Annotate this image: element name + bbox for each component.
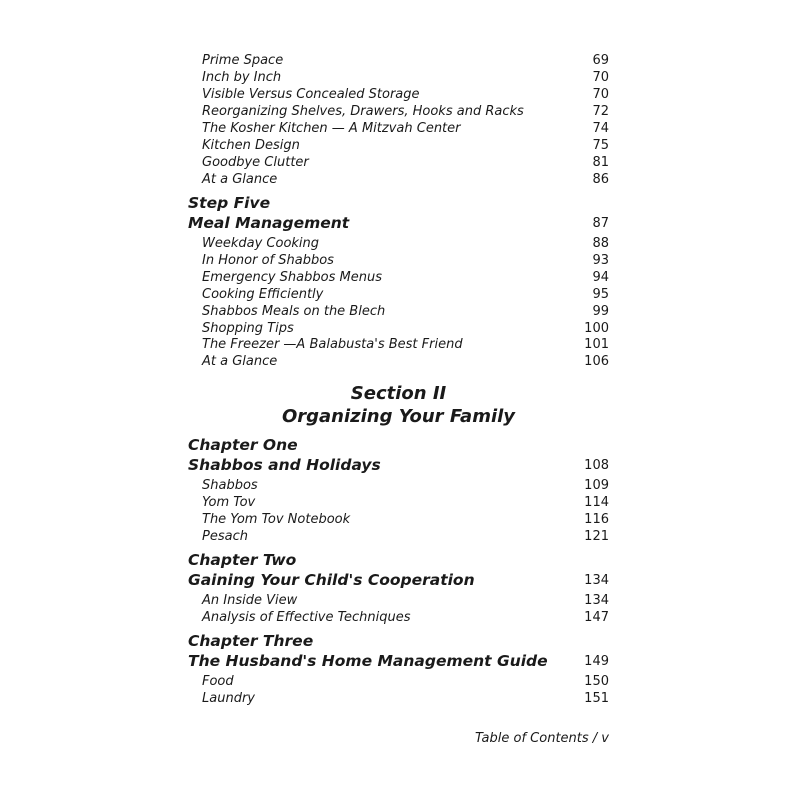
toc-entry-title: Visible Versus Concealed Storage [202,87,420,102]
toc-entry-title: Kitchen Design [202,138,300,153]
toc-entry-title: Food [202,674,234,689]
page-footer: Table of Contents / v [474,731,609,746]
toc-entry-page: 99 [592,304,609,319]
toc-entry[interactable] [0,155,800,173]
toc-entry-title: The Freezer —A Balabusta's Best Friend [202,337,463,352]
toc-entry[interactable] [0,104,800,122]
toc-entry-page: 151 [584,691,609,706]
toc-entry-title: At a Glance [202,354,278,369]
toc-entry-title: Inch by Inch [202,70,282,85]
toc-entry[interactable] [0,610,800,628]
step-label-text: Step Five [188,194,271,212]
toc-entry[interactable] [0,691,800,709]
chapter-title: Meal Management [188,214,350,232]
toc-entry[interactable] [0,354,800,372]
toc-entry[interactable] [0,70,800,88]
chapter-label-text: Chapter One [188,436,298,454]
toc-entry[interactable] [0,529,800,547]
toc-entry-title: Prime Space [202,53,284,68]
section-number: Section II [350,383,447,404]
chapter-label-text: Chapter Two [188,551,297,569]
toc-entry[interactable] [0,172,800,190]
toc-entry-page: 74 [592,121,609,136]
toc-entry[interactable] [0,337,800,355]
toc-entry[interactable] [0,53,800,71]
chapter-page: 149 [584,654,609,669]
toc-entry-title: The Yom Tov Notebook [202,512,351,527]
toc-entry-page: 134 [584,593,609,608]
toc-chapter-meal-management[interactable] [0,214,800,232]
toc-entry-page: 93 [592,253,609,268]
toc-entry-page: 95 [592,287,609,302]
toc-entry-title: Pesach [202,529,248,544]
toc-entry-title: Shopping Tips [202,321,294,336]
toc-entry-title: Emergency Shabbos Menus [202,270,382,285]
step-five-label [0,194,800,212]
toc-entry-page: 75 [592,138,609,153]
toc-entry-page: 109 [584,478,609,493]
toc-entry[interactable] [0,287,800,305]
toc-entry[interactable] [0,138,800,156]
toc-entry-page: 100 [584,321,609,336]
toc-entry[interactable] [0,674,800,692]
toc-entry-page: 70 [592,87,609,102]
toc-entry-title: The Kosher Kitchen — A Mitzvah Center [202,121,461,136]
toc-entry[interactable] [0,270,800,288]
chapter-three-label [0,632,800,650]
toc-entry-page: 101 [584,337,609,352]
toc-entry[interactable] [0,495,800,513]
toc-entry-page: 150 [584,674,609,689]
chapter-two-label [0,551,800,569]
toc-entry[interactable] [0,478,800,496]
toc-entry-page: 116 [584,512,609,527]
toc-entry-title: Weekday Cooking [202,236,320,251]
chapter-page: 87 [592,216,609,231]
toc-entry-title: Laundry [202,691,255,706]
toc-entry-page: 86 [592,172,609,187]
toc-entry-title: At a Glance [202,172,278,187]
chapter-page: 134 [584,573,609,588]
toc-entry-title: In Honor of Shabbos [202,253,334,268]
toc-entry-page: 69 [592,53,609,68]
toc-entry-title: Reorganizing Shelves, Drawers, Hooks and Racks [202,104,524,119]
toc-entry-page: 81 [592,155,609,170]
toc-entry-page: 147 [584,610,609,625]
section-title: Organizing Your Family [281,406,516,427]
toc-chapter-shabbos-holidays[interactable] [0,456,800,474]
toc-entry-title: Shabbos [202,478,258,493]
toc-entry-title: Goodbye Clutter [202,155,309,170]
chapter-one-label [0,436,800,454]
toc-entry[interactable] [0,121,800,139]
toc-entry[interactable] [0,512,800,530]
toc-entry[interactable] [0,304,800,322]
toc-entry[interactable] [0,236,800,254]
chapter-page: 108 [584,458,609,473]
toc-entry-page: 70 [592,70,609,85]
toc-entry-title: Analysis of Effective Techniques [202,610,411,625]
toc-entry[interactable] [0,253,800,271]
toc-entry-title: Yom Tov [202,495,256,510]
toc-entry-page: 88 [592,236,609,251]
chapter-title: Shabbos and Holidays [188,456,381,474]
chapter-title: The Husband's Home Management Guide [188,652,548,670]
toc-entry-page: 121 [584,529,609,544]
toc-entry-page: 114 [584,495,609,510]
toc-entry-page: 106 [584,354,609,369]
toc-entry[interactable] [0,593,800,611]
toc-entry-page: 72 [592,104,609,119]
toc-entry-title: Shabbos Meals on the Blech [202,304,386,319]
toc-entry-page: 94 [592,270,609,285]
chapter-label-text: Chapter Three [188,632,314,650]
toc-entry-title: An Inside View [202,593,298,608]
toc-chapter-husband-guide[interactable] [0,652,800,670]
toc-entry[interactable] [0,87,800,105]
toc-entry-title: Cooking Efficiently [202,287,324,302]
toc-chapter-child-cooperation[interactable] [0,571,800,589]
chapter-title: Gaining Your Child's Cooperation [188,571,475,589]
